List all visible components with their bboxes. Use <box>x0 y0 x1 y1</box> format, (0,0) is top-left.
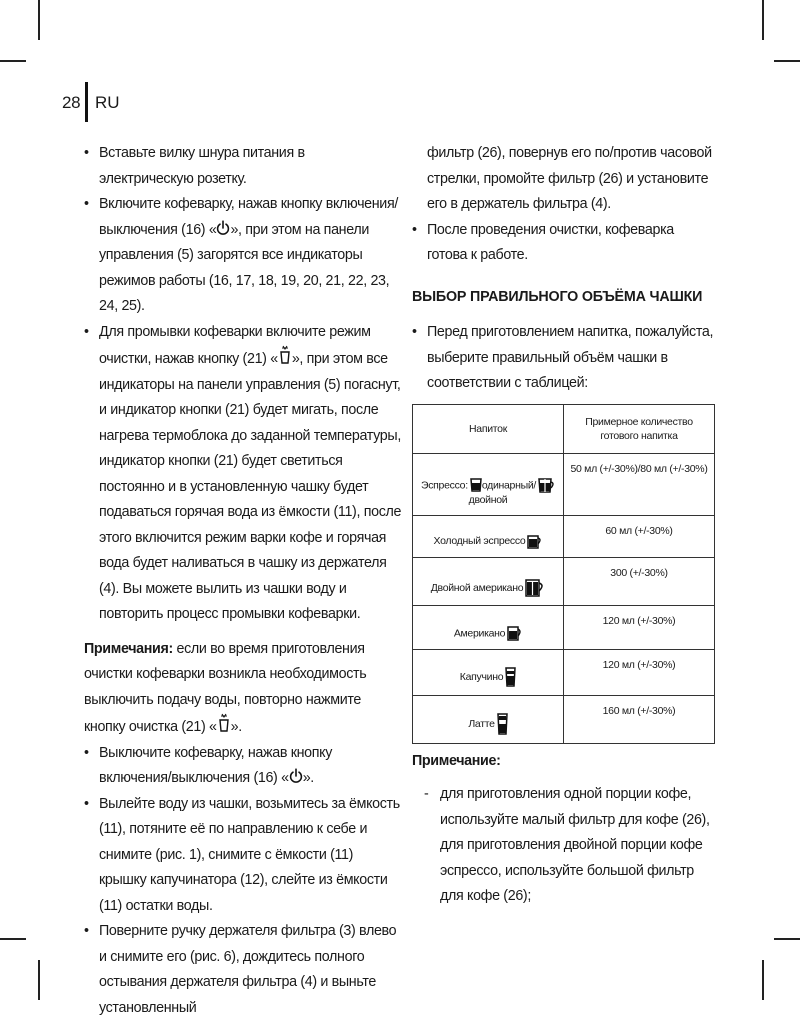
table-row <box>413 557 715 605</box>
section-title: ВЫБОР ПРАВИЛЬНОГО ОБЪЁМА ЧАШКИ <box>412 285 717 311</box>
note-label: Примечания: <box>84 641 173 657</box>
volume-cell: 120 мл (+/-30%) <box>564 605 715 649</box>
crop-mark <box>38 0 40 40</box>
cup-volume-table <box>412 404 715 744</box>
list-item: • После проведения очистки, кофеварка готова к работе. <box>412 218 717 269</box>
cappuccino-cup-icon <box>505 667 516 687</box>
americano-cup-icon <box>507 626 522 641</box>
volume-cell: 50 мл (+/-30%)/80 мл (+/-30%) <box>564 453 715 515</box>
volume-cell: 160 мл (+/-30%) <box>564 695 715 743</box>
crop-mark <box>762 960 764 1000</box>
bullet-list <box>412 218 717 269</box>
list-item: • Включите кофеварку, нажав кнопку включения/выключения (16) « », при этом на панели управления (5) загорятся все индикаторы режимов работы (16, 17, 18, 19, 20, 21, 22, 23, 24, 25). <box>84 192 402 320</box>
note-title: Примечание: <box>412 749 717 775</box>
drink-cell: Двойной американо <box>413 557 564 605</box>
latte-cup-icon <box>497 713 508 735</box>
drink-cell: Эспрессо: одинарный/ двойной <box>413 453 564 515</box>
list-item: • Поверните ручку держателя фильтра (3) влево и снимите его (рис. 6), дождитесь полного остывания держателя фильтра (4) и выньте установленный <box>84 919 402 1021</box>
drink-cell: Капучино <box>413 649 564 695</box>
drink-cell: Американо <box>413 605 564 649</box>
list-item: • Для промывки кофеварки включите режим очистки, нажав кнопку (21) « », при этом все индикаторы на панели управления (5) погаснут, и индикатор кнопки (21) будет мигать, после нагрева термоблока до заданной температуры, индикатор кнопки (21) будет светиться постоянно и в установленную чашку будет подаваться горячая вода из ёмкости (11), после этого включится режим варки кофе и горячая вода будет наливаться в чашку из держателя (4). Вы можете вылить из чашки воду и повторить процесс промывки кофеварки. <box>84 320 402 628</box>
crop-mark <box>0 938 26 940</box>
table-header-row <box>413 404 715 453</box>
cold-espresso-cup-icon <box>527 535 542 549</box>
note-paragraph: Примечания: если во время приготовления очистки кофеварки возникла необходимость выключить подачу воды, повторно нажмите кнопку очистка (21) « ». <box>84 637 402 741</box>
double-americano-cup-icon <box>525 579 545 597</box>
page-language: RU <box>95 93 120 113</box>
volume-cell: 300 (+/-30%) <box>564 557 715 605</box>
bullet-list <box>84 741 402 1021</box>
power-icon <box>216 220 230 236</box>
clean-icon <box>217 713 231 733</box>
crop-mark <box>774 938 800 940</box>
continued-text: фильтр (26), повернув его по/против часовой стрелки, промойте фильтр (26) и установите его в держатель фильтра (4). <box>412 141 717 218</box>
drink-cell: Холодный эспрессо <box>413 515 564 557</box>
volume-cell: 120 мл (+/-30%) <box>564 649 715 695</box>
crop-mark <box>38 960 40 1000</box>
list-item: • Перед приготовлением напитка, пожалуйста, выберите правильный объём чашки в соответствии с таблицей: <box>412 320 717 397</box>
table-row <box>413 695 715 743</box>
double-espresso-cup-icon <box>538 478 555 493</box>
crop-mark <box>0 60 26 62</box>
table-row <box>413 649 715 695</box>
clean-icon <box>278 345 292 365</box>
bullet-list <box>84 141 402 628</box>
table-row <box>413 605 715 649</box>
power-icon <box>289 768 303 784</box>
list-item: - для приготовления одной порции кофе, используйте малый фильтр для кофе (26), для приготовления двойной порции кофе эспрессо, используйте большой фильтр для кофе (26); <box>412 782 717 910</box>
list-item: • Вылейте воду из чашки, возьмитесь за ёмкость (11), потяните её по направлению к себе и снимите (рис. 1), снимите с ёмкости (11) крышку капучинатора (12), слейте из ёмкости (11) остатки воды. <box>84 792 402 920</box>
dash-list <box>412 782 717 910</box>
list-item: • Вставьте вилку шнура питания в электрическую розетку. <box>84 141 402 192</box>
espresso-cup-icon <box>470 478 482 492</box>
crop-mark <box>762 0 764 40</box>
bullet-list <box>412 320 717 397</box>
table-row <box>413 453 715 515</box>
left-column <box>84 141 402 1021</box>
table-row <box>413 515 715 557</box>
volume-cell: 60 мл (+/-30%) <box>564 515 715 557</box>
table-header: Примерное количество готового напитка <box>564 404 715 453</box>
list-item: • Выключите кофеварку, нажав кнопку включения/выключения (16) « ». <box>84 741 402 792</box>
table-header: Напиток <box>413 404 564 453</box>
drink-cell: Латте <box>413 695 564 743</box>
right-column <box>412 141 717 910</box>
header-divider <box>85 82 88 122</box>
page-number: 28 <box>62 93 80 113</box>
crop-mark <box>774 60 800 62</box>
